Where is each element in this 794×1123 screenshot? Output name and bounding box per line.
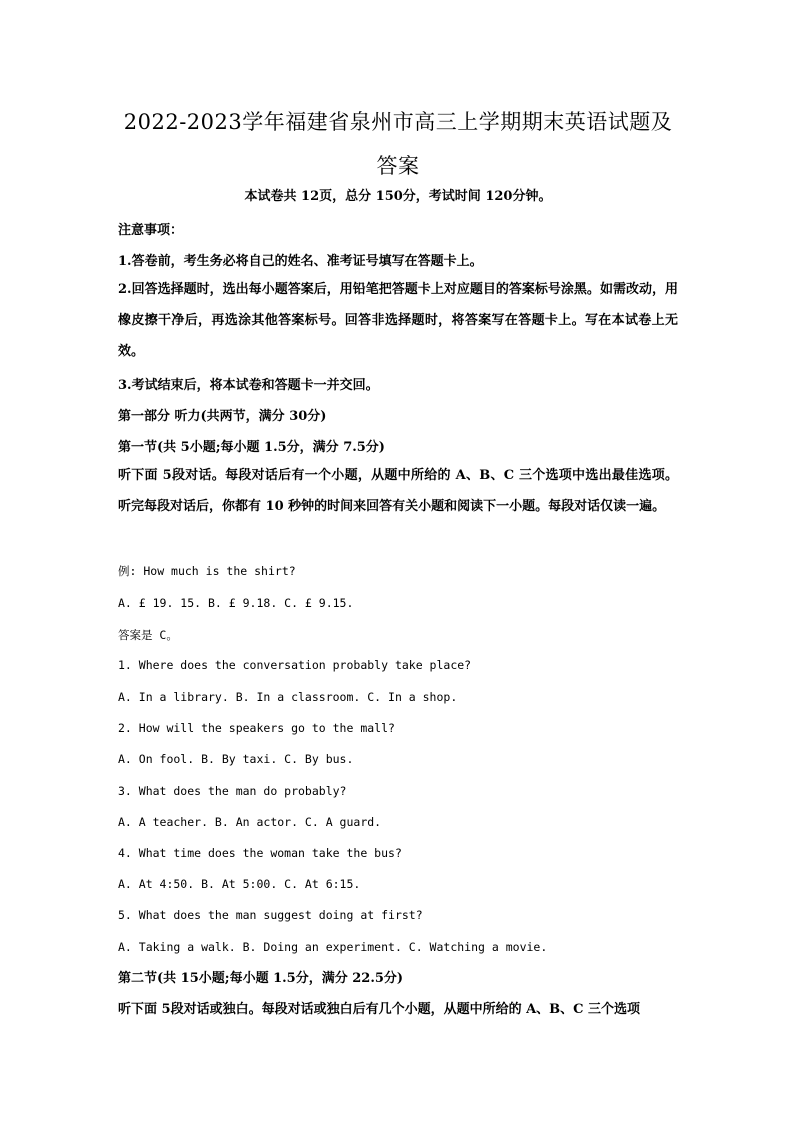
notice-heading: 注意事项：: [118, 223, 184, 238]
question-3: 3. What does the man do probably?: [118, 784, 347, 798]
notice-item-1: 1.答卷前，考生务必将自己的姓名、准考证号填写在答题卡上。: [118, 254, 483, 269]
section2-instructions: 听下面 5段对话或独白。每段对话或独白后有几个小题，从题中所给的 A、B、C 三个选项: [118, 1002, 641, 1017]
example-answer: 答案是 C。: [118, 628, 178, 642]
question-1-options: A. In a library. B. In a classroom. C. In a shop.: [118, 690, 458, 704]
question-4-options: A. At 4:50. B. At 5:00. C. At 6:15.: [118, 877, 361, 891]
part1-heading: 第一部分 听力(共两节，满分 30分): [118, 409, 327, 424]
section1-instructions: 听下面 5段对话。每段对话后有一个小题，从题中所给的 A、B、C 三个选项中选出最佳选项。听完每段对话后，你都有 10 秒钟的时间来回答有关小题和阅读下一小题。每段对话仅读一遍。: [118, 468, 678, 514]
question-1: 1. Where does the conversation probably take place?: [118, 658, 472, 672]
section1-heading: 第一节(共 5小题;每小题 1.5分，满分 7.5分): [118, 440, 385, 455]
question-3-options: A. A teacher. B. An actor. C. A guard.: [118, 815, 382, 829]
question-5-options: A. Taking a walk. B. Doing an experiment. C. Watching a movie.: [118, 940, 548, 954]
question-5: 5. What does the man suggest doing at first?: [118, 908, 423, 922]
example-options: A. £ 19. 15. B. £ 9.18. C. £ 9.15.: [118, 596, 354, 610]
example-question: 例: How much is the shirt?: [118, 564, 296, 578]
notice-item-3: 3.考试结束后，将本试卷和答题卡一并交回。: [118, 378, 379, 393]
document-title: 2022-2023学年福建省泉州市高三上学期期末英语试题及答案: [123, 110, 673, 178]
section2-heading: 第二节(共 15小题;每小题 1.5分，满分 22.5分): [118, 971, 404, 986]
notice-item-2: 2.回答选择题时，选出每小题答案后，用铅笔把答题卡上对应题目的答案标号涂黑。如需改动，用橡皮擦干净后，再选涂其他答案标号。回答非选择题时，将答案写在答题卡上。写在本试卷上无效。: [118, 282, 678, 359]
question-2-options: A. On fool. B. By taxi. C. By bus.: [118, 752, 354, 766]
question-2: 2. How will the speakers go to the mall?: [118, 721, 395, 735]
question-4: 4. What time does the woman take the bus?: [118, 846, 402, 860]
document-subtitle: 本试卷共 12页，总分 150分，考试时间 120分钟。: [244, 189, 552, 204]
